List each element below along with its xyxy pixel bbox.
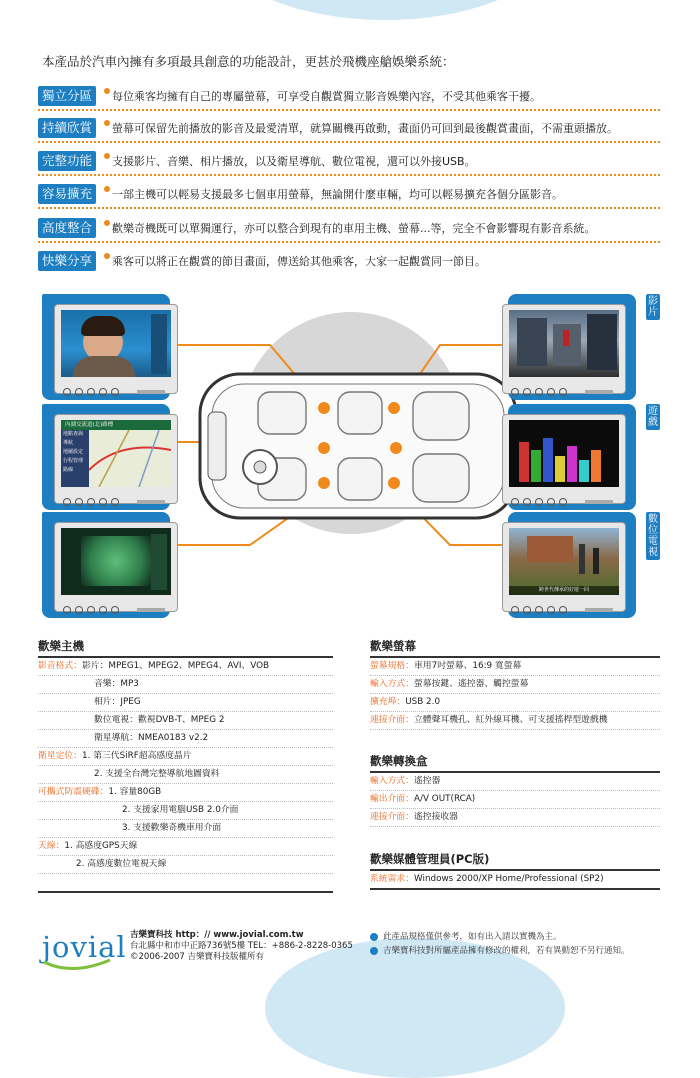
feature-tag: 獨立分區 (38, 86, 96, 106)
bullet-dot-icon (104, 253, 110, 259)
section-rule (38, 891, 333, 893)
spec-row: 3. 支援歡樂奇機車用介面 (38, 820, 333, 838)
spec-row: 數位電視：歡視DVB-T、MPEG 2 (38, 712, 333, 730)
spec-row: 影音格式：影片：MPEG1、MPEG2、MPEG4、AVI、VOB (38, 658, 333, 676)
nav-menu-item: 導航 (63, 440, 74, 446)
spec-row: 相片：JPEG (38, 694, 333, 712)
monitor-buttons (63, 599, 171, 608)
feature-row (38, 218, 660, 243)
company-line: 台北縣中和市中正路736號5樓 TEL：+886-2-8228-0365 (130, 941, 353, 951)
section-title: 歡樂主機 (38, 639, 84, 653)
note-text: 吉樂寶科技對所屬產品擁有修改的權利，若有異動恕不另行通知。 (383, 946, 630, 956)
nav-heading: 內湖交流道(北)路標 (61, 420, 171, 430)
monitor-photo (42, 294, 170, 400)
monitor-tv (508, 512, 636, 618)
spec-row: 衛星導航：NMEA0183 v2.2 (38, 730, 333, 748)
bullet-dot-icon (104, 220, 110, 226)
dotted-divider (38, 109, 660, 111)
switch-box-spec (370, 753, 660, 827)
feature-tag: 完整功能 (38, 151, 96, 171)
feature-tag: 快樂分享 (38, 251, 96, 271)
nav-menu-item: 行程管理 (63, 458, 84, 464)
music-screen (61, 528, 171, 595)
monitor-buttons (511, 599, 619, 608)
nav-screen (61, 420, 171, 487)
feature-row (38, 118, 660, 143)
spec-row: 輸出介面：A/V OUT(RCA) (370, 791, 660, 809)
dotted-divider (38, 207, 660, 209)
monitor-nav (42, 404, 170, 510)
dotted-divider (38, 174, 660, 176)
spec-row: 擴充埠：USB 2.0 (370, 694, 660, 712)
brand-logo: jovial (42, 930, 127, 964)
bullet-circle-icon (370, 947, 378, 955)
game-screen (509, 420, 619, 487)
spec-row: 輸入方式：遙控器 (370, 773, 660, 791)
feature-desc: 一部主機可以輕易支援最多七個車用螢幕，無論開什麼車輛，均可以輕易擴充各個分區影音。 (112, 188, 563, 201)
dotted-divider (38, 141, 660, 143)
bullet-dot-icon (104, 153, 110, 159)
monitor-music (42, 512, 170, 618)
monitor-movie (508, 294, 636, 400)
monitor-buttons (63, 491, 171, 500)
feature-row (38, 184, 660, 209)
section-title: 歡樂媒體管理員(PC版) (370, 852, 490, 866)
nav-menu-item: 地圖設定 (63, 449, 84, 455)
spec-row: 天線：1. 高感度GPS天線 (38, 838, 333, 856)
monitor-buttons (63, 381, 171, 390)
spec-row: 2. 支援全台灣完整導航地圖資料 (38, 766, 333, 784)
spec-row: 系統需求：Windows 2000/XP Home/Professional (SP2) (370, 874, 604, 884)
company-line: 吉樂寶科技 http：// www.jovial.com.tw (130, 930, 304, 940)
car-diagram (0, 280, 700, 630)
disclaimer-notes (370, 930, 630, 958)
movie-screen (509, 310, 619, 377)
nav-menu-item: 路線 (63, 467, 74, 473)
feature-row (38, 151, 660, 176)
monitor-game (508, 404, 636, 510)
feature-desc: 支援影片、音樂、相片播放，以及衛星導航、數位電視，還可以外接USB。 (112, 155, 476, 168)
nav-menu-item: 地點查詢 (63, 431, 84, 437)
feature-desc: 乘客可以將正在觀賞的節目畫面，傳送給其他乘客，大家一起觀賞同一節目。 (112, 255, 486, 268)
tv-caption: 跨世代傳承的好遊一回 (509, 586, 619, 595)
spec-row: 衛星定位：1. 第三代SiRF超高感度晶片 (38, 748, 333, 766)
section-title: 歡樂轉換盒 (370, 754, 428, 768)
section-rule (370, 888, 660, 890)
feature-desc: 每位乘客均擁有自己的專屬螢幕，可享受自觀賞獨立影音娛樂內容，不受其他乘客干擾。 (112, 90, 541, 103)
feature-tag: 容易擴充 (38, 184, 96, 204)
screen-unit-spec (370, 638, 660, 730)
spec-row: 2. 支援家用電腦USB 2.0介面 (38, 802, 333, 820)
spec-row: 2. 高感度數位電視天線 (38, 856, 333, 874)
dotted-divider (38, 241, 660, 243)
bullet-dot-icon (104, 88, 110, 94)
car-outline (198, 372, 518, 520)
feature-row (38, 251, 660, 276)
bullet-dot-icon (104, 120, 110, 126)
note-text: 此產品規格僅供參考，如有出入請以實機為主。 (383, 932, 562, 942)
media-manager-spec (370, 851, 660, 890)
footer (42, 930, 662, 985)
spec-row: 音樂：MP3 (38, 676, 333, 694)
company-info (130, 930, 353, 963)
feature-desc: 螢幕可保留先前播放的影音及最愛清單，就算關機再啟動，畫面仍可回到最後觀賞畫面，不需重頭播放。 (112, 122, 618, 135)
label-movie: 影片 (648, 296, 658, 318)
monitor-buttons (511, 491, 619, 500)
bullet-circle-icon (370, 933, 378, 941)
tv-screen (509, 528, 619, 595)
feature-desc: 歡樂奇機既可以單獨運行，亦可以整合到現有的車用主機、螢幕...等，完全不會影響現有影音系統。 (112, 222, 596, 235)
spec-row: 連接介面：遙控接收器 (370, 809, 660, 827)
top-decor-ellipse (205, 0, 565, 20)
feature-tag: 高度整合 (38, 218, 96, 238)
photo-screen (61, 310, 171, 377)
feature-tag: 持續欣賞 (38, 118, 96, 138)
logo-swoosh-icon (42, 958, 112, 974)
main-unit-spec (38, 638, 333, 893)
nav-map (89, 430, 171, 487)
spec-row: 輸入方式：螢幕按鍵、遙控器、觸控螢幕 (370, 676, 660, 694)
spec-row: 可攜式防震硬碟：1. 容量80GB (38, 784, 333, 802)
section-title: 歡樂螢幕 (370, 639, 416, 653)
bullet-dot-icon (104, 186, 110, 192)
spec-row: 螢幕規格：車用7吋螢幕、16:9 寬螢幕 (370, 658, 660, 676)
label-tv: 數位電視 (648, 514, 658, 558)
company-line: ©2006-2007 吉樂寶科技版權所有 (130, 952, 265, 962)
intro-text: 本產品於汽車內擁有多項最具創意的功能設計，更甚於飛機座艙娛樂系統： (42, 54, 455, 69)
feature-row (38, 86, 660, 111)
spec-row: 連接介面：立體聲耳機孔、紅外線耳機、可支援搖桿型遊戲機 (370, 712, 660, 730)
label-game: 遊戲 (648, 406, 658, 428)
monitor-buttons (511, 381, 619, 390)
